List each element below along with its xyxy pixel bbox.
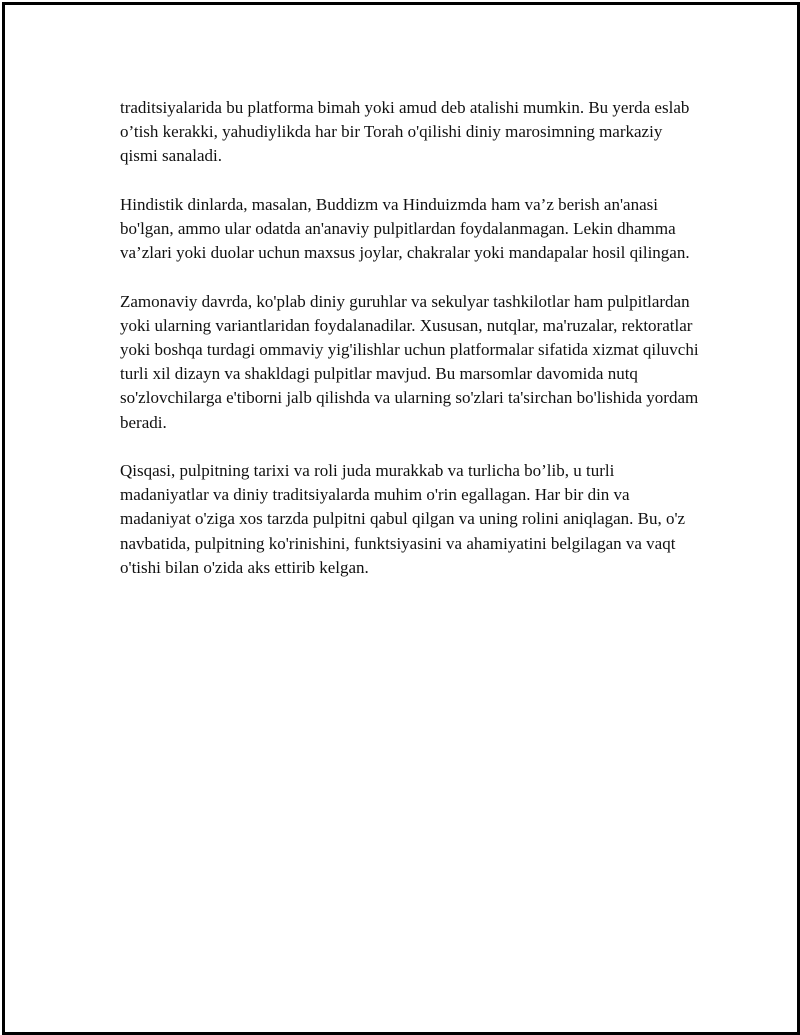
page-frame bbox=[2, 2, 800, 1035]
document-body bbox=[120, 96, 700, 580]
paragraph-modern-era: Zamonaviy davrda, ko'plab diniy guruhlar va sekulyar tashkilotlar ham pulpitlardan yoki ularning variantlaridan foydalanadilar. Xususan, nutqlar, ma'ruzalar, rektoratlar yoki boshqa turdagi ommaviy yig'ilishlar uchun platformalar sifatida xizmat qiluvchi turli xil dizayn va shakldagi pulpitlar mavjud. Bu marsomlar davomida nutq so'zlovchilarga e'tiborni jalb qilishda va ularning so'zlari ta'sirchan bo'lishida yordam beradi. bbox=[120, 291, 699, 432]
paragraph-indic-religions: Hindistik dinlarda, masalan, Buddizm va Hinduizmda ham va’z berish an'anasi bo'lgan, ammo ular odatda an'anaviy pulpitlardan foydalanmagan. Lekin dhamma va’zlari yoki duolar uchun maxsus joylar, chakralar yoki mandapalar hosil qilingan. bbox=[120, 194, 690, 263]
paragraph-torah: traditsiyalarida bu platforma bimah yoki amud deb atalishi mumkin. Bu yerda eslab o’tish kerakki, yahudiylikda har bir Torah o'qilishi diniy marosimning markaziy qismi sanaladi. bbox=[120, 98, 690, 166]
paragraph-summary: Qisqasi, pulpitning tarixi va roli juda murakkab va turlicha bo’lib, u turli madaniyatlar va diniy traditsiyalarda muhim o'rin egallagan. Har bir din va madaniyat o'ziga xos tarzda pulpitni qabul qilgan va uning rolini aniqlagan. Bu, o'z navbatida, pulpitning ko'rinishini, funktsiyasini va ahamiyatini belgilagan va vaqt o'tishi bilan o'zida aks ettirib kelgan. bbox=[120, 461, 686, 577]
